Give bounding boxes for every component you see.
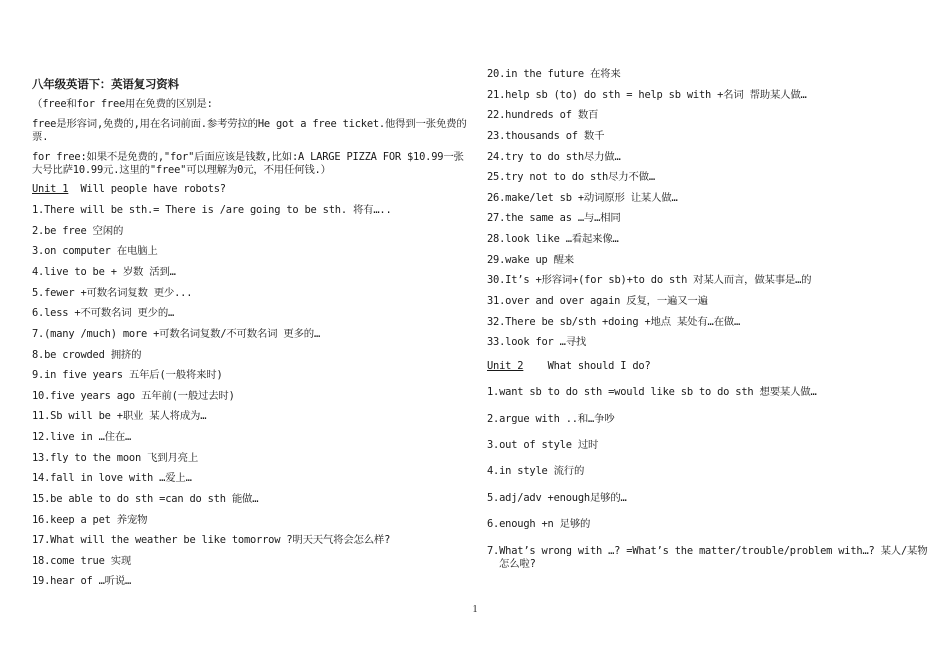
list-item: 18.come true 实现 (32, 555, 132, 567)
list-item: 7.(many /much) more +可数名词复数/不可数名词 更多的… (32, 328, 321, 340)
list-item: 23.thousands of 数千 (487, 130, 605, 142)
list-item: 21.help sb (to) do sth = help sb with +名词 帮助某人做… (487, 89, 807, 101)
list-item: 3.out of style 过时 (487, 439, 599, 451)
unit1-label: Unit 1 (32, 183, 69, 195)
list-item: 26.make/let sb +动词原形 让某人做… (487, 192, 678, 204)
page-number: 1 (472, 604, 478, 615)
list-item: 31.over and over again 反复，一遍又一遍 (487, 295, 708, 307)
list-item: 9.in five years 五年后(一般将来时) (32, 369, 223, 381)
list-item: 25.try not to do sth尽力不做… (487, 171, 655, 183)
list-item: 3.on computer 在电脑上 (32, 245, 158, 257)
list-item: 1.There will be sth.= There is /are going to be sth. 将有….. (32, 204, 392, 216)
list-item: 30.It’s +形容词+(for sb)+to do sth 对某人而言，做某事是…的 (487, 274, 812, 286)
list-item: 5.adj/adv +enough足够的… (487, 492, 627, 504)
list-item: 17.What will the weather be like tomorrow ?明天天气将会怎么样? (32, 534, 391, 546)
list-item: 11.Sb will be +职业 某人将成为… (32, 410, 207, 422)
unit2-label: Unit 2 (487, 360, 524, 372)
list-item: 1.want sb to do sth =would like sb to do sth 想要某人做… (487, 386, 817, 398)
unit2-heading (487, 360, 651, 373)
unit2-question: What should I do? (547, 360, 651, 372)
list-item: 19.hear of …听说… (32, 575, 132, 587)
list-item: 6.enough +n 足够的 (487, 518, 591, 530)
list-item: 33.look for …寻找 (487, 336, 587, 348)
intro-line-1: （free和for free用在免费的区别是: (32, 98, 213, 110)
list-item: 13.fly to the moon 飞到月亮上 (32, 452, 199, 464)
list-item: 12.live in …住在… (32, 431, 132, 443)
list-item: 29.wake up 醒来 (487, 254, 574, 266)
list-item: 10.five years ago 五年前(一般过去时) (32, 390, 235, 402)
unit1-heading (32, 183, 226, 196)
list-item: 28.look like …看起来像… (487, 233, 619, 245)
list-item: 8.be crowded 拥挤的 (32, 349, 142, 361)
list-item: 15.be able to do sth =can do sth 能做… (32, 493, 259, 505)
list-item: 24.try to do sth尽力做… (487, 151, 621, 163)
list-item: 2.argue with ..和…争吵 (487, 413, 615, 425)
list-item: 32.There be sb/sth +doing +地点 某处有…在做… (487, 316, 741, 328)
list-item: 16.keep a pet 养宠物 (32, 514, 148, 526)
list-item: 14.fall in love with …爱上… (32, 472, 192, 484)
list-item: 27.the same as …与…相同 (487, 212, 621, 224)
list-item: 5.fewer +可数名词复数 更少... (32, 287, 193, 299)
unit1-question: Will people have robots? (80, 183, 226, 195)
intro-line-2: free是形容词,免费的,用在名词前面.参考劳拉的He got a free ticket.他得到一张免费的票. (32, 118, 467, 143)
list-item: 7.What’s wrong with …? =What’s the matter/trouble/problem with…? 某人/某物怎么啦? (487, 545, 928, 570)
list-item: 22.hundreds of 数百 (487, 109, 599, 121)
list-item: 4.in style 流行的 (487, 465, 585, 477)
document-title: 八年级英语下：英语复习资料 (32, 77, 179, 91)
list-item: 6.less +不可数名词 更少的… (32, 307, 175, 319)
intro-line-3: for free:如果不是免费的,"for"后面应该是钱数,比如:A LARGE PIZZA FOR $10.99一张大号比萨10.99元.这里的"free"可以理解为0元，不用任何钱.） (32, 151, 464, 176)
list-item: 4.live to be + 岁数 活到… (32, 266, 176, 278)
list-item: 2.be free 空闲的 (32, 225, 124, 237)
list-item: 20.in the future 在将来 (487, 68, 621, 80)
